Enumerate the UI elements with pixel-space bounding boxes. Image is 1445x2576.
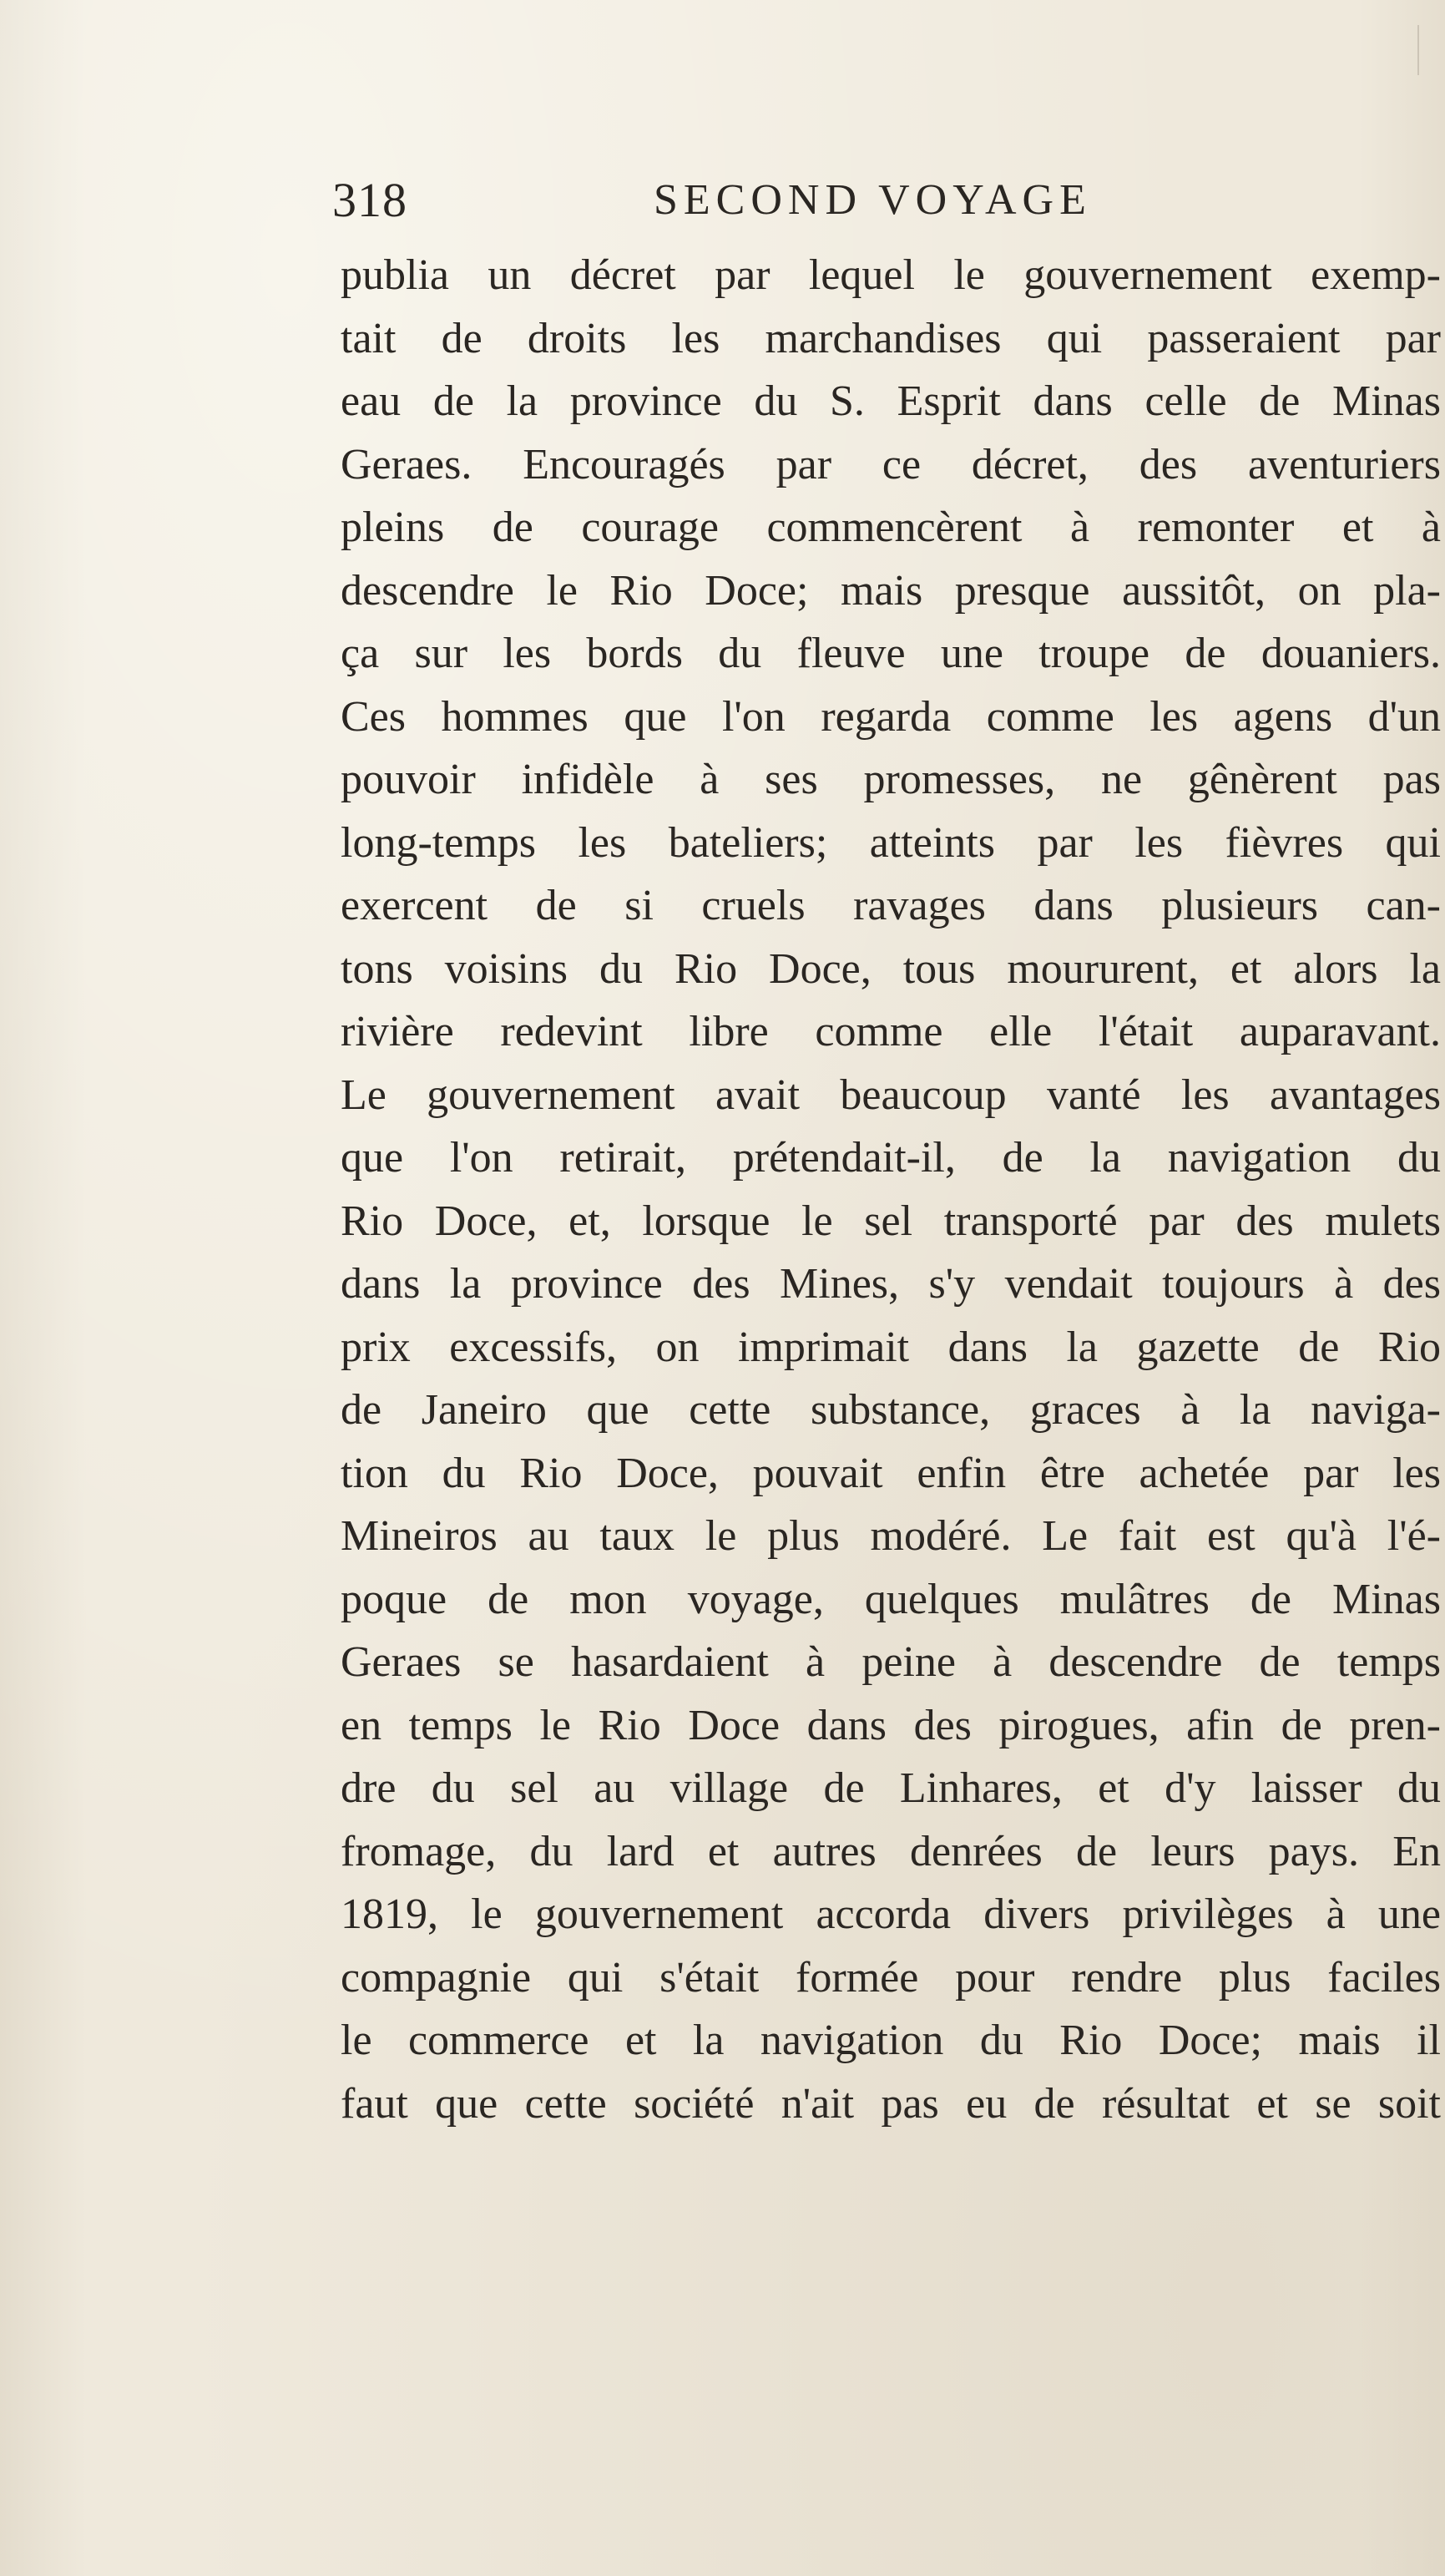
- text-line: tons voisins du Rio Doce, tous moururent, et alors la: [341, 944, 1441, 993]
- text-line: eau de la province du S. Esprit dans celle de Minas: [341, 377, 1441, 425]
- text-line: Ces hommes que l'on regarda comme les agens d'un: [341, 692, 1441, 741]
- text-line: tait de droits les marchandises qui passeraient par: [341, 314, 1441, 362]
- text-line: dans la province des Mines, s'y vendait toujours à des: [341, 1260, 1441, 1308]
- body-text: [341, 244, 1441, 2135]
- text-line: 1819, le gouvernement accorda divers privilèges à une: [341, 1890, 1441, 1938]
- text-line: en temps le Rio Doce dans des pirogues, afin de pren-: [341, 1701, 1441, 1749]
- page-number: 318: [332, 173, 407, 227]
- text-line: Geraes. Encouragés par ce décret, des aventuriers: [341, 440, 1441, 488]
- text-line: Mineiros au taux le plus modéré. Le fait est qu'à l'é-: [341, 1512, 1441, 1560]
- text-line: tion du Rio Doce, pouvait enfin être achetée par les: [341, 1449, 1441, 1497]
- text-line: long-temps les bateliers; atteints par les fièvres qui: [341, 818, 1441, 867]
- running-head: [332, 167, 1147, 234]
- text-line: que l'on retirait, prétendait-il, de la navigation du: [341, 1134, 1441, 1182]
- text-line: Rio Doce, et, lorsque le sel transporté par des mulets: [341, 1197, 1441, 1245]
- text-line: pouvoir infidèle à ses promesses, ne gênèrent pas: [341, 756, 1441, 803]
- text-line: Geraes se hasardaient à peine à descendre de temps: [341, 1638, 1441, 1686]
- text-line: faut que cette société n'ait pas eu de résultat et se soit: [341, 2079, 1441, 2128]
- text-line: poque de mon voyage, quelques mulâtres de Minas: [341, 1575, 1441, 1623]
- text-line: de Janeiro que cette substance, graces à la naviga-: [341, 1386, 1441, 1434]
- text-line: le commerce et la navigation du Rio Doce; mais il: [341, 2017, 1441, 2064]
- text-line: prix excessifs, on imprimait dans la gazette de Rio: [341, 1323, 1441, 1371]
- text-line: compagnie qui s'était formée pour rendre plus faciles: [341, 1953, 1441, 2002]
- paper-mark: [1417, 25, 1419, 75]
- text-line: Le gouvernement avait beaucoup vanté les avantages: [341, 1070, 1441, 1119]
- text-line: publia un décret par lequel le gouvernement exemp-: [341, 251, 1441, 299]
- running-title: SECOND VOYAGE: [654, 176, 1092, 224]
- text-line: ça sur les bords du fleuve une troupe de douaniers.: [341, 630, 1441, 677]
- text-line: fromage, du lard et autres denrées de leurs pays. En: [341, 1827, 1441, 1875]
- text-line: exercent de si cruels ravages dans plusieurs can-: [341, 882, 1441, 929]
- text-line: pleins de courage commencèrent à remonter et à: [341, 504, 1441, 551]
- text-line: rivière redevint libre comme elle l'était auparavant.: [341, 1008, 1441, 1055]
- text-line: descendre le Rio Doce; mais presque aussitôt, on pla-: [341, 566, 1441, 615]
- text-line: dre du sel au village de Linhares, et d'y laisser du: [341, 1764, 1441, 1812]
